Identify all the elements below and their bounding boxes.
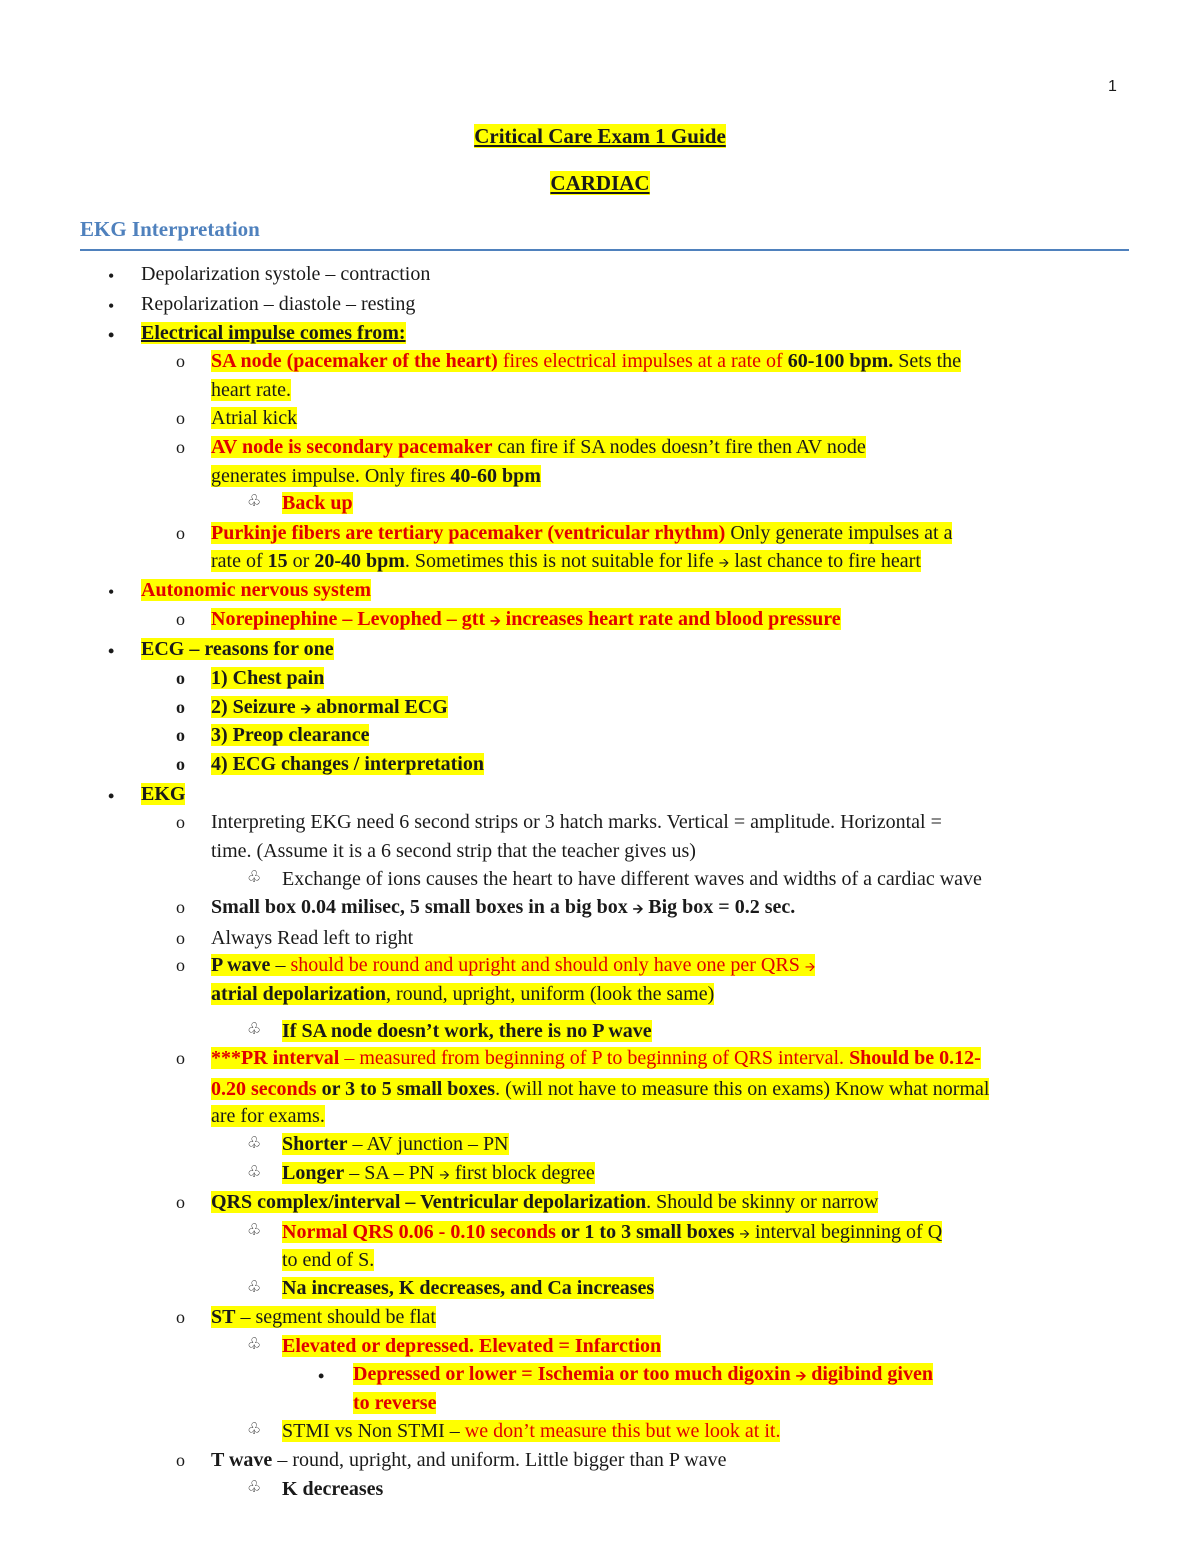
list-item-continuation: 0.20 seconds or 3 to 5 small boxes. (will not have to measure this on exams) Know what normal: [211, 1078, 990, 1100]
bullet-circle-icon: o: [176, 523, 185, 543]
list-item: ST – segment should be flat: [211, 1306, 436, 1328]
list-item: Na increases, K decreases, and Ca increases: [282, 1277, 655, 1299]
bullet-circle-icon: o: [176, 928, 185, 948]
list-item: P wave – should be round and upright and should only have one per QRS 🡪: [211, 954, 816, 976]
list-item-continuation: are for exams.: [211, 1105, 325, 1127]
list-item: ***PR interval – measured from beginning of P to beginning of QRS interval. Should be 0.12-: [211, 1047, 981, 1069]
bullet-circle-icon: o: [176, 1307, 185, 1327]
list-item: K decreases: [282, 1478, 384, 1500]
list-item: Norepinephine – Levophed – gtt 🡪 increases heart rate and blood pressure: [211, 608, 841, 630]
list-item: Depolarization systole – contraction: [141, 263, 431, 285]
bullet-circle-icon: o: [176, 897, 185, 917]
list-item-continuation: heart rate.: [211, 379, 291, 401]
bullet-circle-icon: o: [176, 408, 185, 428]
bullet-circle-icon: o: [176, 1048, 185, 1068]
list-item: STMI vs Non STMI – we don’t measure this but we look at it.: [282, 1420, 781, 1442]
bullet-circle-icon: o: [176, 955, 185, 975]
bullet-disc-icon: •: [108, 266, 115, 286]
list-item-continuation: atrial depolarization, round, upright, uniform (look the same): [211, 983, 715, 1005]
arrow-icon: ♧: [247, 1279, 262, 1296]
arrow-icon: ♧: [247, 1336, 262, 1353]
arrow-icon: ♧: [247, 1135, 262, 1152]
bullet-disc-icon: •: [318, 1366, 325, 1386]
list-item-continuation: rate of 15 or 20-40 bpm. Sometimes this is not suitable for life 🡪 last chance to fire heart: [211, 550, 921, 572]
list-item: EKG: [141, 783, 186, 805]
heading-rule: [80, 249, 1129, 251]
arrow-icon: 🡪: [718, 555, 730, 570]
list-item: 2) Seizure 🡪 abnormal ECG: [211, 696, 448, 718]
list-item: Electrical impulse comes from:: [141, 322, 406, 344]
list-item: 4) ECG changes / interpretation: [211, 753, 484, 775]
arrow-icon: 🡪: [300, 701, 312, 716]
bullet-disc-icon: •: [108, 786, 115, 806]
bullet-circle-icon: o: [176, 812, 185, 832]
arrow-icon: ♧: [247, 1222, 262, 1239]
list-item: ECG – reasons for one: [141, 638, 334, 660]
list-item: Atrial kick: [211, 407, 298, 429]
arrow-icon: 🡪: [439, 1167, 450, 1182]
bullet-circle-icon: o: [176, 437, 185, 457]
list-item: AV node is secondary pacemaker can fire if SA nodes doesn’t fire then AV node: [211, 436, 866, 458]
list-item: 1) Chest pain: [211, 667, 325, 689]
bullet-circle-icon: o: [176, 725, 185, 745]
list-item: Back up: [282, 492, 353, 514]
arrow-icon: 🡪: [632, 901, 644, 916]
list-item: Elevated or depressed. Elevated = Infarction: [282, 1335, 662, 1357]
list-item: Purkinje fibers are tertiary pacemaker (ventricular rhythm) Only generate impulses at a: [211, 522, 953, 544]
bullet-disc-icon: •: [108, 641, 115, 661]
list-item: Depressed or lower = Ischemia or too much digoxin 🡪 digibind given: [353, 1363, 933, 1385]
list-item: T wave – round, upright, and uniform. Little bigger than P wave: [211, 1449, 727, 1471]
arrow-icon: ♧: [247, 1164, 262, 1181]
list-item: Interpreting EKG need 6 second strips or 3 hatch marks. Vertical = amplitude. Horizontal =: [211, 811, 942, 833]
bullet-circle-icon: o: [176, 351, 185, 371]
bullet-circle-icon: o: [176, 1192, 185, 1212]
arrow-icon: ♧: [247, 1421, 262, 1438]
list-item: Autonomic nervous system: [141, 579, 371, 601]
list-item: Shorter – AV junction – PN: [282, 1133, 509, 1155]
list-item: Normal QRS 0.06 - 0.10 seconds or 1 to 3 small boxes 🡪 interval beginning of Q: [282, 1221, 943, 1243]
bullet-circle-icon: o: [176, 754, 185, 774]
bullet-circle-icon: o: [176, 1450, 185, 1470]
bullet-disc-icon: •: [108, 296, 115, 316]
document-title: Critical Care Exam 1 Guide: [474, 124, 726, 148]
list-item: SA node (pacemaker of the heart) fires electrical impulses at a rate of 60-100 bpm. Sets the: [211, 350, 962, 372]
list-item-continuation: generates impulse. Only fires 40-60 bpm: [211, 465, 541, 487]
arrow-icon: ♧: [247, 493, 262, 510]
list-item: 3) Preop clearance: [211, 724, 370, 746]
list-item: Small box 0.04 milisec, 5 small boxes in a big box 🡪 Big box = 0.2 sec.: [211, 896, 796, 918]
arrow-icon: ♧: [247, 869, 262, 886]
arrow-icon: 🡪: [490, 613, 501, 628]
list-item: Exchange of ions causes the heart to have different waves and widths of a cardiac wave: [282, 868, 982, 890]
section-heading: EKG Interpretation: [80, 217, 260, 241]
list-item-continuation: to end of S.: [282, 1249, 375, 1271]
list-item-continuation: time. (Assume it is a 6 second strip that the teacher gives us): [211, 840, 696, 862]
list-item: QRS complex/interval – Ventricular depolarization. Should be skinny or narrow: [211, 1191, 879, 1213]
arrow-icon: 🡪: [739, 1226, 750, 1241]
bullet-circle-icon: o: [176, 697, 185, 717]
bullet-circle-icon: o: [176, 668, 185, 688]
bullet-disc-icon: •: [108, 325, 115, 345]
arrow-icon: ♧: [247, 1021, 262, 1038]
list-item: If SA node doesn’t work, there is no P wave: [282, 1020, 652, 1042]
arrow-icon: ♧: [247, 1479, 262, 1496]
list-item: Always Read left to right: [211, 927, 414, 949]
list-item-continuation: to reverse: [353, 1392, 437, 1414]
bullet-disc-icon: •: [108, 582, 115, 602]
arrow-icon: 🡪: [804, 959, 816, 974]
bullet-circle-icon: o: [176, 609, 185, 629]
page-number: 1: [1108, 78, 1117, 95]
list-item: Longer – SA – PN 🡪 first block degree: [282, 1162, 595, 1184]
document-subtitle: CARDIAC: [550, 171, 650, 195]
arrow-icon: 🡪: [795, 1368, 807, 1383]
list-item: Repolarization – diastole – resting: [141, 293, 416, 315]
